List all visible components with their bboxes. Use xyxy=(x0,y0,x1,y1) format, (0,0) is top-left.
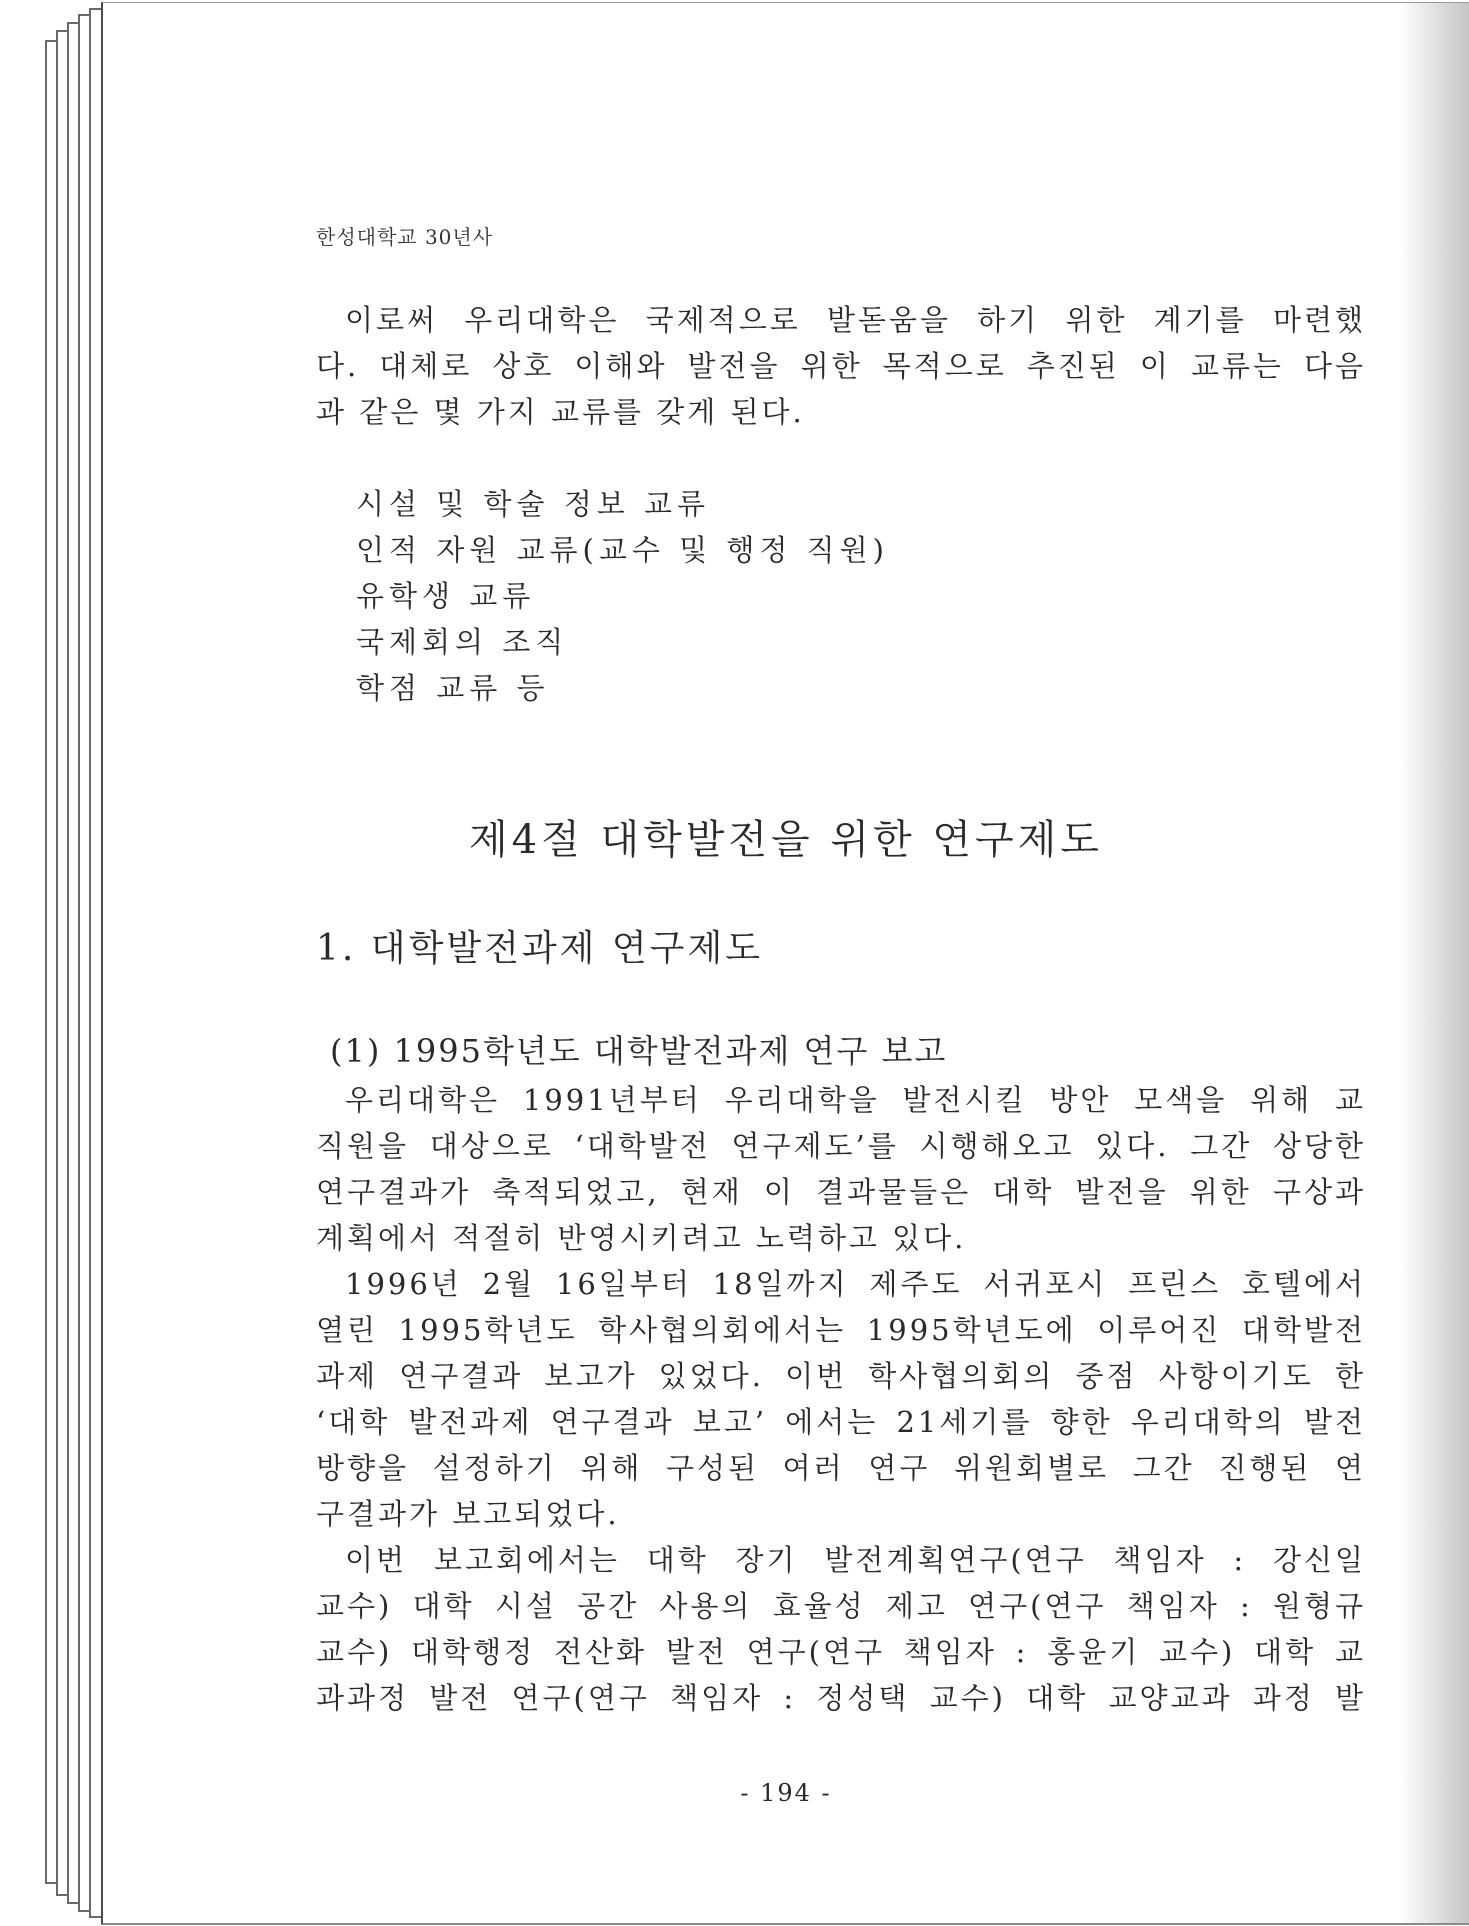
text-line: 교수) 대학행정 전산화 발전 연구(연구 책임자 : 홍윤기 교수) 대학 교 xyxy=(316,1635,1366,1669)
section-title: 제4절 대학발전을 위한 연구제도 xyxy=(469,817,1103,863)
text-line: 계획에서 적절히 반영시키려고 노력하고 있다. xyxy=(316,1221,967,1255)
list-item: 시설 및 학술 정보 교류 xyxy=(356,487,710,521)
text-line: 다. 대체로 상호 이해와 발전을 위한 목적으로 추진된 이 교류는 다음 xyxy=(316,349,1366,383)
list-item: 국제회의 조직 xyxy=(356,625,569,659)
text-line: 직원을 대상으로 ‘대학발전 연구제도’를 시행해오고 있다. 그간 상당한 xyxy=(316,1129,1366,1163)
list-item: 학점 교류 등 xyxy=(356,671,550,705)
body-paragraph xyxy=(316,1077,1366,1261)
list-item: 유학생 교류 xyxy=(356,579,536,613)
list-item: 인적 자원 교류(교수 및 행정 직원) xyxy=(356,533,889,567)
chapter-heading: 1. 대학발전과제 연구제도 xyxy=(316,928,763,969)
text-line: 이로써 우리대학은 국제적으로 발돋움을 하기 위한 계기를 마련했 xyxy=(345,303,1366,337)
text-line: 우리대학은 1991년부터 우리대학을 발전시킬 방안 모색을 위해 교 xyxy=(345,1083,1366,1117)
running-header: 한성대학교 30년사 xyxy=(316,225,494,249)
page-shadow xyxy=(1399,3,1469,1923)
book-page xyxy=(101,2,1469,1925)
sub-heading: (1) 1995학년도 대학발전과제 연구 보고 xyxy=(330,1032,948,1070)
text-line: 구결과가 보고되었다. xyxy=(316,1497,620,1531)
text-line: 과제 연구결과 보고가 있었다. 이번 학사협의회의 중점 사항이기도 한 xyxy=(316,1359,1366,1393)
text-line: ‘대학 발전과제 연구결과 보고’ 에서는 21세기를 향한 우리대학의 발전 xyxy=(316,1405,1366,1439)
text-line: 이번 보고회에서는 대학 장기 발전계획연구(연구 책임자 : 강신일 xyxy=(345,1543,1366,1577)
text-line: 교수) 대학 시설 공간 사용의 효율성 제고 연구(연구 책임자 : 원형규 xyxy=(316,1589,1366,1623)
text-line: 1996년 2월 16일부터 18일까지 제주도 서귀포시 프린스 호텔에서 xyxy=(345,1267,1366,1301)
body-paragraph xyxy=(316,1537,1366,1721)
intro-paragraph xyxy=(316,297,1366,435)
exchange-list xyxy=(356,481,889,711)
text-line: 과과정 발전 연구(연구 책임자 : 정성택 교수) 대학 교양교과 과정 발 xyxy=(316,1681,1366,1715)
page-number: - 194 - xyxy=(740,1779,832,1807)
text-line: 열린 1995학년도 학사협의회에서는 1995학년도에 이루어진 대학발전 xyxy=(316,1313,1366,1347)
text-line: 방향을 설정하기 위해 구성된 여러 연구 위원회별로 그간 진행된 연 xyxy=(316,1451,1366,1485)
text-line: 과 같은 몇 가지 교류를 갖게 된다. xyxy=(316,395,805,429)
body-paragraph xyxy=(316,1261,1366,1537)
text-line: 연구결과가 축적되었고, 현재 이 결과물들은 대학 발전을 위한 구상과 xyxy=(316,1175,1366,1209)
